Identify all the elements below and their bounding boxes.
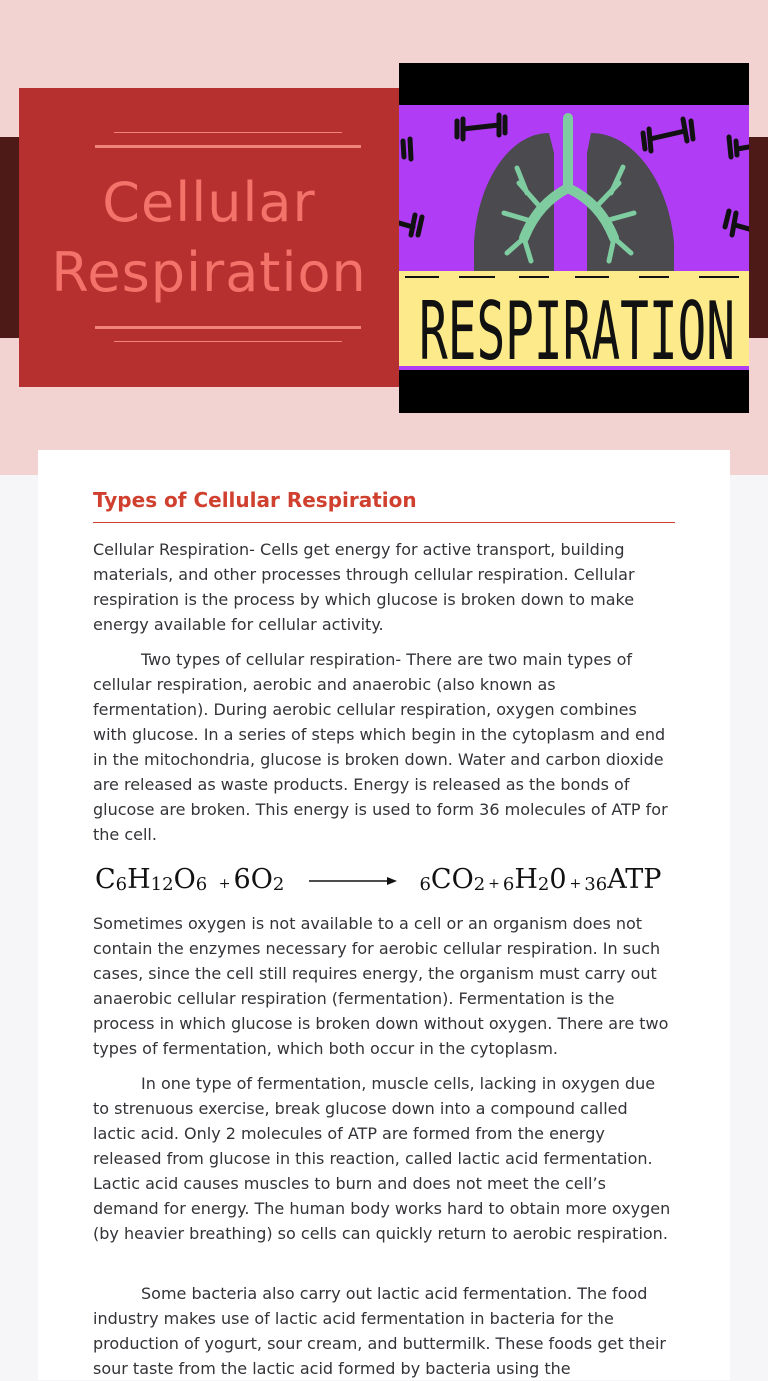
- title-rule-bottom: [95, 326, 361, 329]
- title-rule-top-thin: [114, 132, 342, 133]
- paragraph-5: Some bacteria also carry out lactic acid fermentation. The food industry makes use of lactic acid fermentation in bacteria for the production of yogurt, sour cream, and buttermilk. These foods get their sour taste from the lactic acid formed by bacteria using the: [93, 1284, 666, 1378]
- paragraph-3: Sometimes oxygen is not available to a cell or an organism does not contain the enzymes necessary for aerobic cellular respiration. In such cases, since the cell still requires energy, the organism must carry out anaerobic cellular respiration (fermentation). Fermentation is the process in which glucose is broken down without oxygen. There are two types of fermentation, which both occur in the cytoplasm.: [93, 914, 669, 1058]
- page-title-line-1: Cellular: [102, 171, 316, 234]
- title-rule-bottom-thin: [114, 341, 342, 342]
- arrow-right-icon: [307, 866, 397, 896]
- title-rule-top: [95, 145, 361, 148]
- section-heading: Types of Cellular Respiration: [93, 488, 675, 523]
- page-title: [19, 168, 399, 308]
- respiration-caption: RESPIRATION: [419, 285, 735, 378]
- paragraph-1: Cellular Respiration- Cells get energy for active transport, building materials, and other processes through cellular respiration. Cellular respiration is the process by which glucose is broken down to make energy available for cellular activity.: [93, 540, 635, 634]
- paragraph-4: In one type of fermentation, muscle cells, lacking in oxygen due to strenuous exercise, break glucose down into a compound called lactic acid. Only 2 molecules of ATP are formed from the energy released from glucose in this reaction, called lactic acid fermentation. Lactic acid causes muscles to burn and does not meet the cell’s demand for energy. The human body works hard to obtain more oxygen (by heavier breathing) so cells can quickly return to aerobic respiration.: [93, 1074, 671, 1243]
- respiration-equation: $C_6H_{12}O_6 + 6O_2$ $_6CO_2 + _6H_20 + _{36}ATP$: [95, 864, 662, 895]
- page-title-line-2: Respiration: [51, 241, 367, 304]
- lungs-illustration: [399, 63, 749, 413]
- content-card: [38, 450, 730, 1380]
- paragraph-2: Two types of cellular respiration- There are two main types of cellular respiration, aerobic and anaerobic (also known as fermentation). During aerobic cellular respiration, oxygen combines with glucose. In a series of steps which begin in the cytoplasm and end in the mitochondria, glucose is broken down. Water and carbon dioxide are released as waste products. Energy is released as the bonds of glucose are broken. This energy is used to form 36 molecules of ATP for the cell.: [93, 650, 668, 844]
- title-card: [19, 88, 399, 387]
- respiration-illustration: [399, 63, 749, 413]
